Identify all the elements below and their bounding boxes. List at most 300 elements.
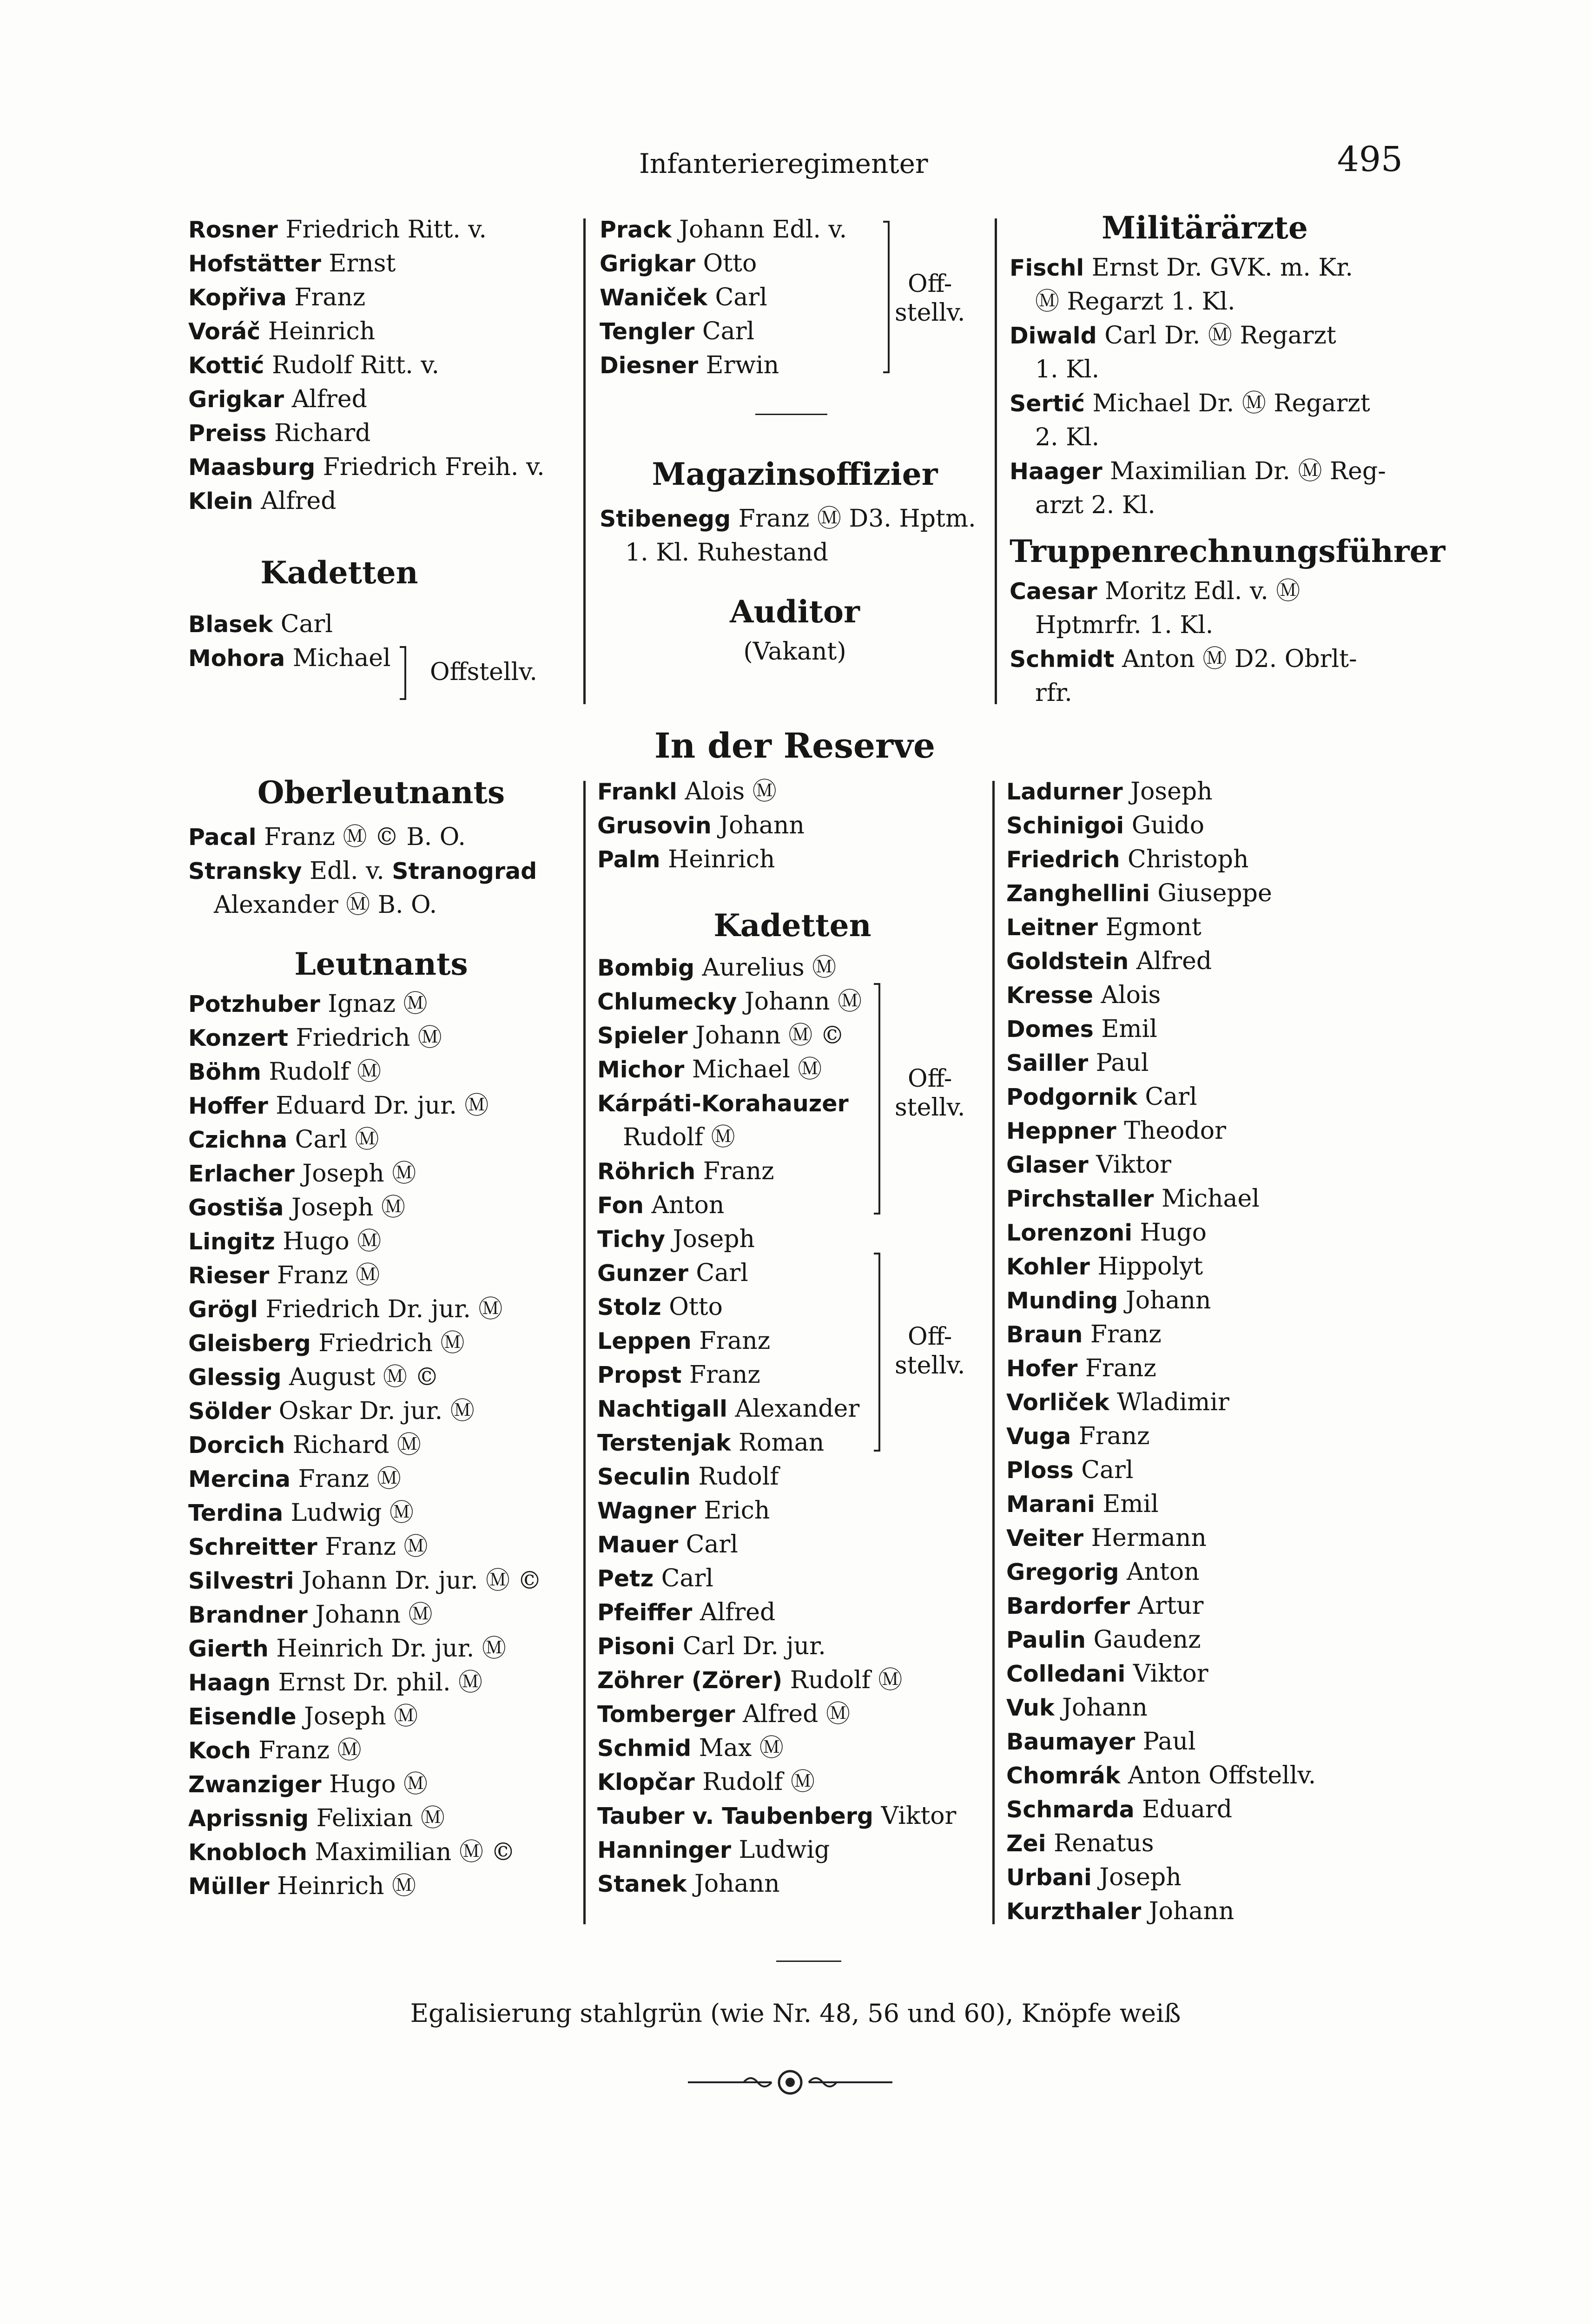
oberleutnants-list — [188, 820, 574, 922]
magazin-heading: Magazinsoffizier — [652, 456, 938, 492]
list-item — [188, 1394, 574, 1428]
list-item — [597, 1155, 988, 1188]
name-detail: Eduard — [1134, 1796, 1233, 1823]
name-detail: Johann — [687, 1870, 780, 1898]
surname: Haager — [1010, 458, 1102, 485]
name-detail: Alexander Ⓜ B. O. — [214, 891, 437, 919]
name-detail: Hugo Ⓜ — [275, 1228, 382, 1255]
surname: Propst — [597, 1362, 682, 1388]
list-item — [597, 1630, 988, 1664]
auditor-note: (Vakant) — [743, 638, 846, 666]
name-detail: Ⓜ Regarzt 1. Kl. — [1035, 288, 1235, 316]
name-detail: Edl. v. — [302, 857, 392, 885]
surname: Marani — [1006, 1491, 1095, 1518]
list-item — [188, 484, 545, 518]
list-item — [600, 315, 847, 349]
list-item — [597, 1697, 988, 1731]
list-item — [597, 985, 988, 1019]
surname: Erlacher — [188, 1161, 295, 1187]
surname: Fon — [597, 1192, 644, 1219]
name-detail: Artur — [1130, 1592, 1204, 1620]
list-item — [597, 1596, 988, 1630]
list-item — [188, 1666, 574, 1700]
list-item — [188, 1089, 574, 1123]
name-detail: Anton Offstellv. — [1120, 1762, 1316, 1789]
surname: Kárpáti-Korahauzer — [597, 1090, 849, 1117]
list-item — [1010, 421, 1400, 455]
list-item — [1006, 1352, 1316, 1386]
list-item — [188, 987, 574, 1021]
surname: Sailler — [1006, 1050, 1089, 1076]
footer-rule — [776, 1961, 841, 1962]
name-detail: Richard Ⓜ — [285, 1431, 421, 1459]
surname: Gostiša — [188, 1195, 284, 1221]
name-detail: Friedrich Freih. v. — [315, 453, 545, 481]
name-detail: Emil — [1095, 1490, 1159, 1518]
col2-top-list — [600, 213, 847, 383]
col2-top-brace — [883, 221, 890, 373]
name-detail: Michael — [1154, 1185, 1260, 1213]
surname: Vuk — [1006, 1695, 1055, 1721]
name-detail: Franz Ⓜ — [290, 1465, 401, 1493]
list-item — [1006, 1555, 1316, 1589]
name-detail: Franz — [1077, 1354, 1156, 1382]
surname: Blasek — [188, 611, 273, 638]
list-item — [1006, 1895, 1316, 1928]
list-item — [188, 349, 545, 383]
col1-upper — [188, 213, 545, 675]
list-item — [597, 1528, 988, 1562]
name-detail: Theodor — [1116, 1117, 1226, 1145]
surname: Michor — [597, 1056, 685, 1083]
list-item — [597, 1188, 988, 1222]
list-item — [188, 1462, 574, 1496]
name-detail: Rudolf Ritt. v. — [264, 351, 440, 379]
list-item — [597, 843, 988, 877]
surname: Aprissnig — [188, 1805, 309, 1832]
name-detail: Heinrich Dr. jur. Ⓜ — [268, 1635, 506, 1663]
list-item — [597, 1833, 988, 1867]
name-detail: Joseph — [1091, 1863, 1182, 1891]
name-detail: Joseph Ⓜ — [284, 1194, 405, 1221]
list-item — [188, 450, 545, 484]
list-item — [1010, 574, 1400, 608]
running-header: Infanterieregimenter — [639, 148, 928, 179]
surname: Nachtigall — [597, 1396, 727, 1422]
surname: Diwald — [1010, 323, 1097, 349]
list-item — [1010, 353, 1400, 387]
list-item — [1006, 1521, 1316, 1555]
surname: Kurzthaler — [1006, 1898, 1142, 1925]
kadetten-heading: Kadetten — [260, 555, 418, 591]
surname: Tauber v. Taubenberg — [597, 1803, 874, 1829]
reserve-heading: In der Reserve — [654, 726, 936, 766]
col-divider-1-lower — [583, 781, 586, 1924]
surname: Stibenegg — [600, 506, 731, 532]
list-item — [1006, 1216, 1316, 1250]
surname: Zwanziger — [188, 1771, 322, 1798]
name-detail: Carl — [694, 317, 755, 345]
list-item — [597, 951, 988, 985]
name-detail: Emil — [1093, 1015, 1157, 1043]
list-item — [1006, 1759, 1316, 1793]
surname: Gregorig — [1006, 1559, 1119, 1585]
surname: Stolz — [597, 1294, 661, 1320]
name-detail: Ludwig — [731, 1836, 830, 1864]
surname: Rosner — [188, 217, 278, 243]
surname: Grögl — [188, 1296, 258, 1323]
list-item — [188, 1768, 574, 1802]
surname: Chlumecky — [597, 989, 737, 1015]
list-item — [188, 1734, 574, 1768]
surname: Brandner — [188, 1602, 308, 1628]
leutnants-list — [188, 987, 574, 1903]
name-detail: Michael Dr. Ⓜ Regarzt — [1084, 390, 1370, 417]
name-detail: Viktor — [1088, 1151, 1172, 1179]
list-item — [597, 1290, 988, 1324]
name-detail: 1. Kl. — [1035, 356, 1100, 383]
surname: Gierth — [188, 1636, 269, 1662]
name-detail: 1. Kl. Ruhestand — [625, 539, 828, 567]
name-detail: Alois — [1093, 981, 1161, 1009]
list-item — [1006, 911, 1316, 944]
name-detail: Heinrich — [660, 845, 775, 873]
surname: Bombig — [597, 955, 695, 981]
list-item — [600, 536, 990, 570]
list-item — [188, 416, 545, 450]
list-item — [1006, 1691, 1316, 1725]
name-detail: Alfred — [1129, 947, 1212, 975]
name-detail: Franz Ⓜ — [317, 1533, 428, 1561]
list-item — [1010, 642, 1400, 676]
name-detail: Franz — [286, 284, 366, 311]
name-detail: Anton — [644, 1191, 725, 1219]
list-item — [188, 1632, 574, 1666]
list-item — [597, 1562, 988, 1596]
list-item — [188, 213, 545, 247]
surname: Klopčar — [597, 1769, 695, 1796]
militaeraerzte-heading: Militärärzte — [1102, 210, 1308, 246]
name-detail: Carl — [1073, 1456, 1134, 1484]
col3-upper — [1010, 205, 1446, 710]
surname: Podgornik — [1006, 1084, 1137, 1110]
list-item — [1010, 387, 1400, 421]
name-detail: Johann Edl. v. — [671, 216, 847, 244]
list-item — [188, 1700, 574, 1734]
col-divider-2-lower — [992, 781, 995, 1924]
name-detail: Paul — [1135, 1728, 1196, 1756]
name-detail: Viktor — [1125, 1660, 1208, 1688]
list-item — [600, 349, 847, 383]
list-item — [188, 247, 545, 281]
name-detail: Maximilian Ⓜ © — [307, 1838, 515, 1866]
surname: Spieler — [597, 1023, 688, 1049]
surname: Baumayer — [1006, 1729, 1135, 1755]
surname: Paulin — [1006, 1627, 1086, 1653]
surname: Potzhuber — [188, 991, 320, 1017]
list-item — [1006, 1046, 1316, 1080]
surname: Petz — [597, 1565, 654, 1592]
surname: Hofer — [1006, 1355, 1078, 1382]
surname: Vuga — [1006, 1423, 1071, 1450]
name-detail: Max Ⓜ — [691, 1734, 784, 1762]
reserve-kadetten-heading: Kadetten — [713, 907, 871, 944]
list-item — [1006, 1386, 1316, 1419]
list-item — [188, 1530, 574, 1564]
surname: Colledani — [1006, 1661, 1126, 1687]
list-item — [1006, 1861, 1316, 1895]
name-detail: Viktor — [873, 1802, 957, 1830]
surname: Silvestri — [188, 1568, 294, 1594]
name-detail: Egmont — [1097, 913, 1202, 941]
ornament-icon — [688, 2066, 892, 2099]
surname: Domes — [1006, 1016, 1094, 1043]
surname: Schmidt — [1010, 646, 1115, 673]
name-detail: Oskar Dr. jur. Ⓜ — [271, 1397, 475, 1425]
list-item — [1006, 1012, 1316, 1046]
surname: Mercina — [188, 1466, 290, 1492]
surname: Stanek — [597, 1871, 687, 1897]
name-detail: Carl Dr. Ⓜ Regarzt — [1096, 322, 1336, 350]
name-detail: Alexander — [727, 1395, 860, 1423]
list-item — [1006, 1148, 1316, 1182]
surname: Palm — [597, 846, 660, 873]
auditor-heading: Auditor — [730, 594, 860, 630]
list-item — [1006, 809, 1316, 843]
name-detail: Guido — [1124, 812, 1205, 839]
list-item — [188, 1428, 574, 1462]
name-detail: Aurelius Ⓜ — [694, 954, 837, 982]
name-detail: Franz — [1071, 1422, 1150, 1450]
col2-short-rule — [755, 414, 827, 415]
list-item — [1006, 1657, 1316, 1691]
surname: Zei — [1006, 1830, 1046, 1857]
surname: Waniček — [600, 284, 707, 311]
name-detail: Rudolf Ⓜ — [782, 1666, 903, 1694]
list-item — [188, 1123, 574, 1157]
surname: Mauer — [597, 1532, 679, 1558]
surname: Diesner — [600, 352, 699, 379]
surname: Leppen — [597, 1328, 692, 1354]
name-detail: Friedrich Ⓜ — [288, 1024, 442, 1052]
name-detail: Paul — [1088, 1049, 1149, 1077]
col2-top-note: Off- stellv. — [895, 270, 965, 327]
name-detail: Heinrich — [260, 317, 376, 345]
name-detail: 2. Kl. — [1035, 423, 1100, 451]
name-detail: Anton Ⓜ D2. Obrlt- — [1114, 645, 1357, 673]
name-detail: Hugo — [1132, 1219, 1207, 1247]
list-item — [188, 888, 574, 922]
list-item — [597, 1765, 988, 1799]
list-item — [600, 281, 847, 315]
list-item — [188, 1293, 574, 1327]
surname: Pisoni — [597, 1633, 675, 1660]
name-detail: Franz — [681, 1361, 760, 1389]
list-item — [1010, 489, 1400, 522]
surname: Terdina — [188, 1500, 284, 1526]
surname: Gleisberg — [188, 1330, 311, 1357]
list-item — [1006, 1080, 1316, 1114]
surname: Kopřiva — [188, 284, 287, 311]
surname: Zöhrer (Zörer) — [597, 1667, 783, 1694]
name-detail: Alfred — [253, 487, 337, 515]
name-detail: Carl Dr. jur. — [675, 1632, 826, 1660]
surname: Konzert — [188, 1025, 288, 1051]
name-detail: Heinrich Ⓜ — [269, 1872, 416, 1900]
list-item — [597, 1494, 988, 1528]
surname: Schmarda — [1006, 1796, 1135, 1823]
surname: Röhrich — [597, 1158, 696, 1185]
col-divider-2-upper — [995, 218, 997, 704]
name-detail: Ernst — [321, 250, 396, 277]
name-detail: Friedrich Ritt. v. — [277, 216, 487, 244]
name-detail: Johann — [1054, 1694, 1148, 1722]
name-detail: Franz — [695, 1157, 774, 1185]
list-item — [188, 1598, 574, 1632]
list-item — [188, 1191, 574, 1225]
list-item — [1010, 455, 1400, 489]
name-detail: Friedrich Dr. jur. Ⓜ — [257, 1295, 503, 1323]
surname: Schinigoi — [1006, 812, 1124, 839]
name-detail: Joseph Ⓜ — [294, 1160, 416, 1188]
name-detail: Erich — [696, 1497, 770, 1525]
list-item — [1006, 1182, 1316, 1216]
name-detail: Johann Ⓜ — [737, 988, 862, 1016]
list-item — [597, 1121, 988, 1155]
name-detail: Franz Ⓜ © B. O. — [256, 823, 466, 851]
surname: Koch — [188, 1737, 251, 1764]
surname: Müller — [188, 1873, 270, 1900]
list-item — [1010, 676, 1400, 710]
list-item — [188, 820, 574, 854]
name-detail: Ernst Dr. phil. Ⓜ — [271, 1669, 483, 1697]
name-detail: Felixian Ⓜ — [309, 1804, 445, 1832]
name-detail: Carl — [707, 284, 767, 311]
name-detail: Ignaz Ⓜ — [320, 990, 428, 1018]
surname: Tengler — [600, 318, 695, 345]
name-detail: Johann Ⓜ — [307, 1601, 433, 1629]
surname: Frankl — [597, 779, 677, 805]
list-item — [188, 1802, 574, 1835]
reserve-col3-list — [1006, 775, 1316, 1928]
surname-suffix: Stranograd — [392, 858, 537, 885]
list-item — [1010, 251, 1400, 285]
name-detail: Carl — [688, 1259, 748, 1287]
list-item — [188, 281, 545, 315]
surname: Pirchstaller — [1006, 1186, 1154, 1212]
col-divider-1-upper — [583, 218, 586, 704]
list-item — [188, 1496, 574, 1530]
list-item — [600, 213, 847, 247]
page-number: 495 — [1337, 139, 1403, 179]
surname: Klein — [188, 488, 253, 515]
surname: Bardorfer — [1006, 1593, 1130, 1619]
militaeraerzte-list — [1010, 251, 1400, 522]
name-detail: Johann — [1141, 1897, 1235, 1925]
name-detail: Otto — [695, 250, 757, 277]
surname: Hanninger — [597, 1837, 731, 1863]
list-item — [597, 1460, 988, 1494]
surname: Kottić — [188, 352, 264, 379]
list-item — [597, 1222, 988, 1256]
list-item — [1006, 775, 1316, 809]
surname: Preiss — [188, 420, 267, 447]
list-item — [1006, 877, 1316, 911]
list-item — [597, 1731, 988, 1765]
col1-lower — [188, 769, 574, 1903]
surname: Zanghellini — [1006, 880, 1150, 907]
surname: Kohler — [1006, 1254, 1090, 1280]
surname: Goldstein — [1006, 948, 1129, 975]
list-item — [188, 1564, 574, 1598]
surname: Terstenjak — [597, 1430, 731, 1456]
surname: Voráč — [188, 318, 261, 345]
name-detail: Moritz Edl. v. Ⓜ — [1097, 577, 1301, 605]
reserve-brace-1-note: Off- stellv. — [895, 1065, 965, 1122]
name-detail: Maximilian Dr. Ⓜ Reg- — [1102, 457, 1386, 485]
list-item — [1006, 1453, 1316, 1487]
name-detail: Michael — [285, 644, 391, 672]
name-detail: Rudolf Ⓜ — [694, 1768, 815, 1796]
name-detail: Johann — [711, 812, 805, 839]
surname: Seculin — [597, 1464, 691, 1490]
reserve-brace-1 — [874, 983, 880, 1215]
col2-upper — [600, 213, 847, 383]
name-detail: Joseph — [665, 1225, 755, 1253]
surname: Glessig — [188, 1364, 282, 1391]
name-detail: Johann — [1118, 1287, 1211, 1314]
name-detail: arzt 2. Kl. — [1035, 491, 1155, 519]
list-item — [188, 1055, 574, 1089]
list-item — [1006, 843, 1316, 877]
surname: Ploss — [1006, 1457, 1074, 1484]
surname: Kresse — [1006, 982, 1093, 1009]
name-detail: Carl Ⓜ — [287, 1126, 379, 1154]
surname: Lingitz — [188, 1228, 275, 1255]
list-item — [1006, 1725, 1316, 1759]
surname: Fischl — [1010, 255, 1084, 281]
col1-top-list — [188, 213, 545, 518]
name-detail: Hugo Ⓜ — [321, 1770, 428, 1798]
surname: Schreitter — [188, 1534, 317, 1560]
surname: Leitner — [1006, 914, 1098, 941]
name-detail: Hptmrfr. 1. Kl. — [1035, 611, 1214, 639]
name-detail: Anton — [1119, 1558, 1200, 1586]
name-detail: Rudolf Ⓜ — [623, 1123, 735, 1151]
list-item — [1006, 1623, 1316, 1657]
list-item — [1006, 944, 1316, 978]
list-item — [1006, 1589, 1316, 1623]
name-detail: Gaudenz — [1086, 1626, 1201, 1654]
surname: Eisendle — [188, 1703, 297, 1730]
truppen-heading: Truppenrechnungsführer — [1010, 533, 1446, 569]
kadetten-note: Offstellv. — [430, 658, 537, 686]
surname: Pacal — [188, 824, 257, 851]
list-item — [1006, 1318, 1316, 1352]
list-item — [597, 1799, 988, 1833]
name-detail: Michael Ⓜ — [684, 1056, 822, 1083]
name-detail: Rudolf Ⓜ — [261, 1058, 382, 1086]
surname: Veiter — [1006, 1525, 1084, 1552]
name-detail: Alfred — [692, 1598, 776, 1626]
name-detail: Alfred — [284, 385, 367, 413]
list-item — [1006, 1487, 1316, 1521]
list-item — [600, 502, 990, 536]
name-detail: Ludwig Ⓜ — [283, 1499, 414, 1527]
surname: Böhm — [188, 1059, 261, 1085]
surname: Mohora — [188, 645, 285, 672]
list-item — [188, 1259, 574, 1293]
